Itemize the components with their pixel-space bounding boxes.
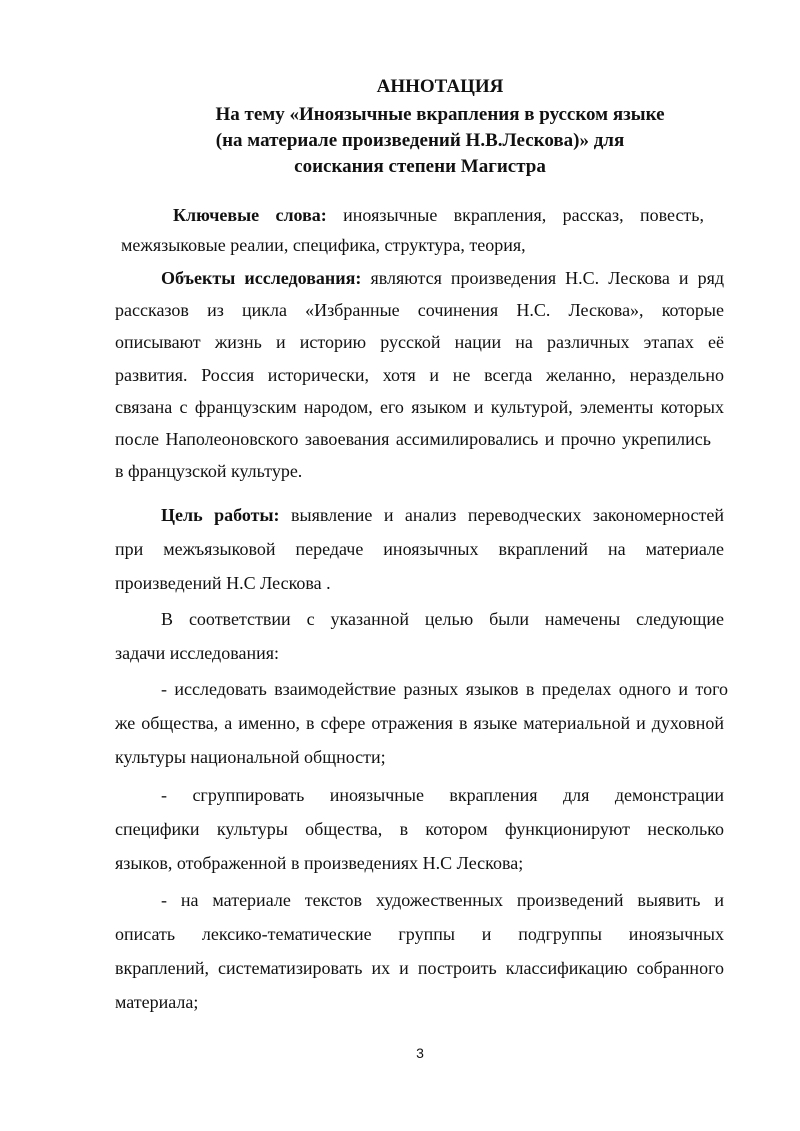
task3-line-2: описать лексико-тематические группы и подгруппы иноязычных [115, 924, 724, 944]
goal-line-1 [161, 503, 724, 527]
task3-line-1: - на материале текстов художественных произведений выявить и [161, 890, 724, 910]
keywords-text-1: иноязычные вкрапления, рассказ, повесть, [343, 205, 705, 225]
task2-line-3: языков, отображенной в произведениях Н.С Лескова; [115, 853, 524, 873]
objects-line-4: развития. Россия исторически, хотя и не всегда желанно, нераздельно [115, 365, 724, 385]
keywords-line-1 [173, 203, 704, 227]
objects-line-7: в французской культуре. [115, 461, 303, 481]
goal-line-2: при межъязыковой передаче иноязычных вкраплений на материале [115, 539, 724, 559]
task2-line-2: специфики культуры общества, в котором функционируют несколько [115, 819, 724, 839]
objects-line-3: описывают жизнь и историю русской нации на различных этапах её [115, 332, 724, 352]
objects-label: Объекты исследования: [161, 268, 362, 288]
task1-line-3: культуры национальной общности; [115, 747, 386, 767]
task1-line-2: же общества, а именно, в сфере отражения в языке материальной и духовной [115, 713, 724, 733]
objects-line-5: связана с французским народом, его языком и культурой, элементы которых [115, 397, 724, 417]
task3-line-3: вкраплений, систематизировать их и построить классификацию собранного [115, 958, 724, 978]
task3-line-4: материала; [115, 992, 199, 1012]
task2-line-1: - сгруппировать иноязычные вкрапления для демонстрации [161, 785, 724, 805]
objects-line-2: рассказов из цикла «Избранные сочинения Н.С. Лескова», которые [115, 300, 724, 320]
keywords-line-2: межязыковые реалии, специфика, структура, теория, [121, 235, 526, 255]
objects-text-1: являются произведения Н.С. Лескова и ряд [370, 268, 725, 288]
topic-line-3: соискания степени Магистра [294, 156, 546, 177]
goal-label: Цель работы: [161, 505, 280, 525]
objects-line-6: после Наполеоновского завоевания ассимилировались и прочно укрепились [115, 429, 711, 449]
tasks-intro-line-1: В соответствии с указанной целью были намечены следующие [161, 609, 724, 629]
goal-line-3: произведений Н.С Лескова . [115, 573, 331, 593]
goal-text-1: выявление и анализ переводческих закономерностей [290, 505, 724, 525]
annotation-title: АННОТАЦИЯ [376, 76, 504, 97]
topic-line-1: На тему «Иноязычные вкрапления в русском языке [215, 104, 665, 125]
topic-line-2: (на материале произведений Н.В.Лескова)» для [215, 130, 625, 151]
keywords-label: Ключевые слова: [173, 205, 327, 225]
tasks-intro-line-2: задачи исследования: [115, 643, 280, 663]
task1-line-1: - исследовать взаимодействие разных языков в пределах одного и того [161, 679, 728, 699]
objects-line-1 [161, 266, 724, 290]
page-number: 3 [416, 1045, 424, 1061]
